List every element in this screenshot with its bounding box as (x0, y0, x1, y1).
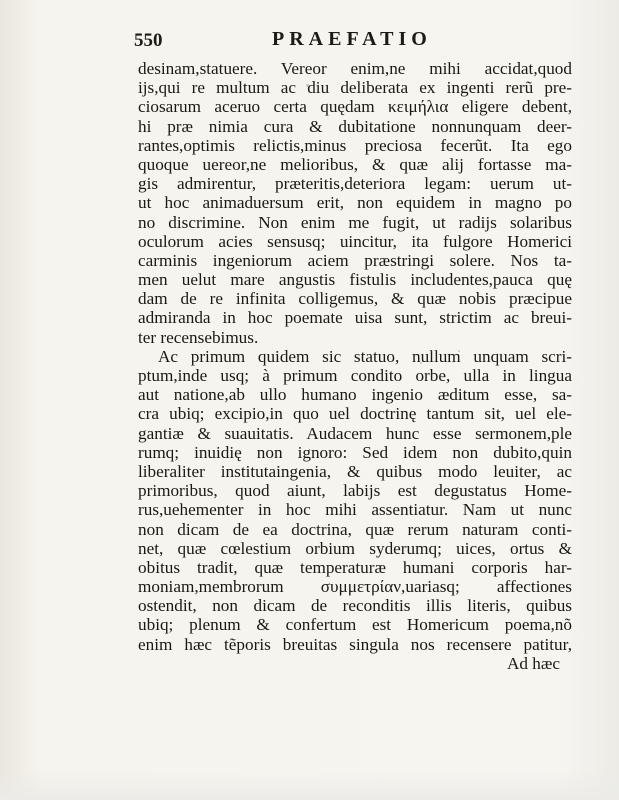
running-head: PRAEFATIO (272, 28, 432, 50)
text-line: ijs,qui re multum ac diu deliberata ex ingenti rerũ pre- (138, 78, 572, 98)
text-line: rumq; inuidię non ignoro: Sed idem non dubito,quin (138, 442, 572, 462)
text-line: ubiq; plenum & confertum est Homericum poema,nõ (138, 615, 572, 635)
text-line: carminis ingeniorum aciem præstringi solere. Nos ta- (138, 250, 572, 270)
ink-spot (306, 84, 309, 87)
text-line: quoque uereor,ne melioribus, & quæ alij fortasse ma- (138, 154, 572, 174)
text-line: ptum,inde usq; à primum condito orbe, ulla in lingua (138, 366, 572, 385)
ink-spot (458, 350, 460, 352)
text-line: aut natione,ab ullo humano ingenio æditum esse, sa- (138, 385, 572, 405)
text-line: Ac primum quidem sic statuo, nullum unquam scri- (158, 346, 572, 366)
text-line: hi præ nimia cura & dubitatione nonnunquam deer- (138, 116, 572, 136)
text-line: obitus tradit, quæ temperaturæ humani corporis har- (138, 557, 572, 577)
text-line: oculorum acies sensusq; uincitur, ita fulgore Homerici (138, 231, 572, 251)
text-line: desinam,statuere. Vereor enim,ne mihi accidat,quod (138, 59, 572, 78)
text-line: men uelut mare angustis fistulis includentes,pauca quę (138, 270, 572, 290)
text-line: rantes,optimis relictis,minus preciosa fecerũt. Ita ego (138, 135, 572, 155)
body-text (138, 59, 572, 673)
text-line: rus,uehementer in hoc mihi assentiatur. Nam ut nunc (138, 500, 572, 520)
paragraph-2 (138, 347, 572, 654)
text-line: ut hoc animaduersum erit, non equidem in magno po (138, 193, 572, 213)
text-line: ciosarum aceruo certa quędam κειμήλια eligere debent, (138, 97, 572, 117)
text-line: gantiæ & suauitatis. Audacem hunc esse sermonem,ple (138, 423, 572, 443)
text-line: cra ubiq; excipio,in quo uel doctrinę tantum sit, uel ele- (138, 404, 572, 424)
page-number: 550 (134, 30, 163, 51)
page-header (134, 28, 574, 52)
text-line: primoribus, quod aiunt, labijs est degustatus Home- (138, 481, 572, 501)
text-line: ostendit, non dicam de reconditis illis literis, quibus (138, 596, 572, 616)
text-line: liberaliter institutaingenia, & quibus modo leuiter, ac (138, 461, 572, 481)
text-line: ter recensebimus. (138, 327, 259, 347)
text-line: net, quæ cœlestium orbium syderumq; uices, ortus & (138, 538, 572, 558)
text-line: dam de re infinita colligemus, & quæ nobis præcipue (138, 289, 572, 309)
text-line: admiranda in hoc poemate uisa sunt, strictim ac breui- (138, 308, 572, 328)
text-line: enim hæc tẽporis breuitas singula nos recensere patitur, (138, 634, 572, 654)
text-line: gis admirentur, præteritis,deteriora legam: uerum ut- (138, 174, 572, 194)
paragraph-1 (138, 59, 572, 347)
text-line: moniam,membrorum συμμετρίαν,uariasq; affectiones (138, 577, 572, 597)
text-line: non dicam de ea doctrina, quæ rerum naturam conti- (138, 519, 572, 539)
page-bottom-edge (0, 770, 619, 800)
text-line: no discrimine. Non enim me fugit, ut radijs solaribus (138, 212, 572, 232)
ink-spot (420, 362, 422, 364)
catchword: Ad hæc (507, 653, 560, 673)
